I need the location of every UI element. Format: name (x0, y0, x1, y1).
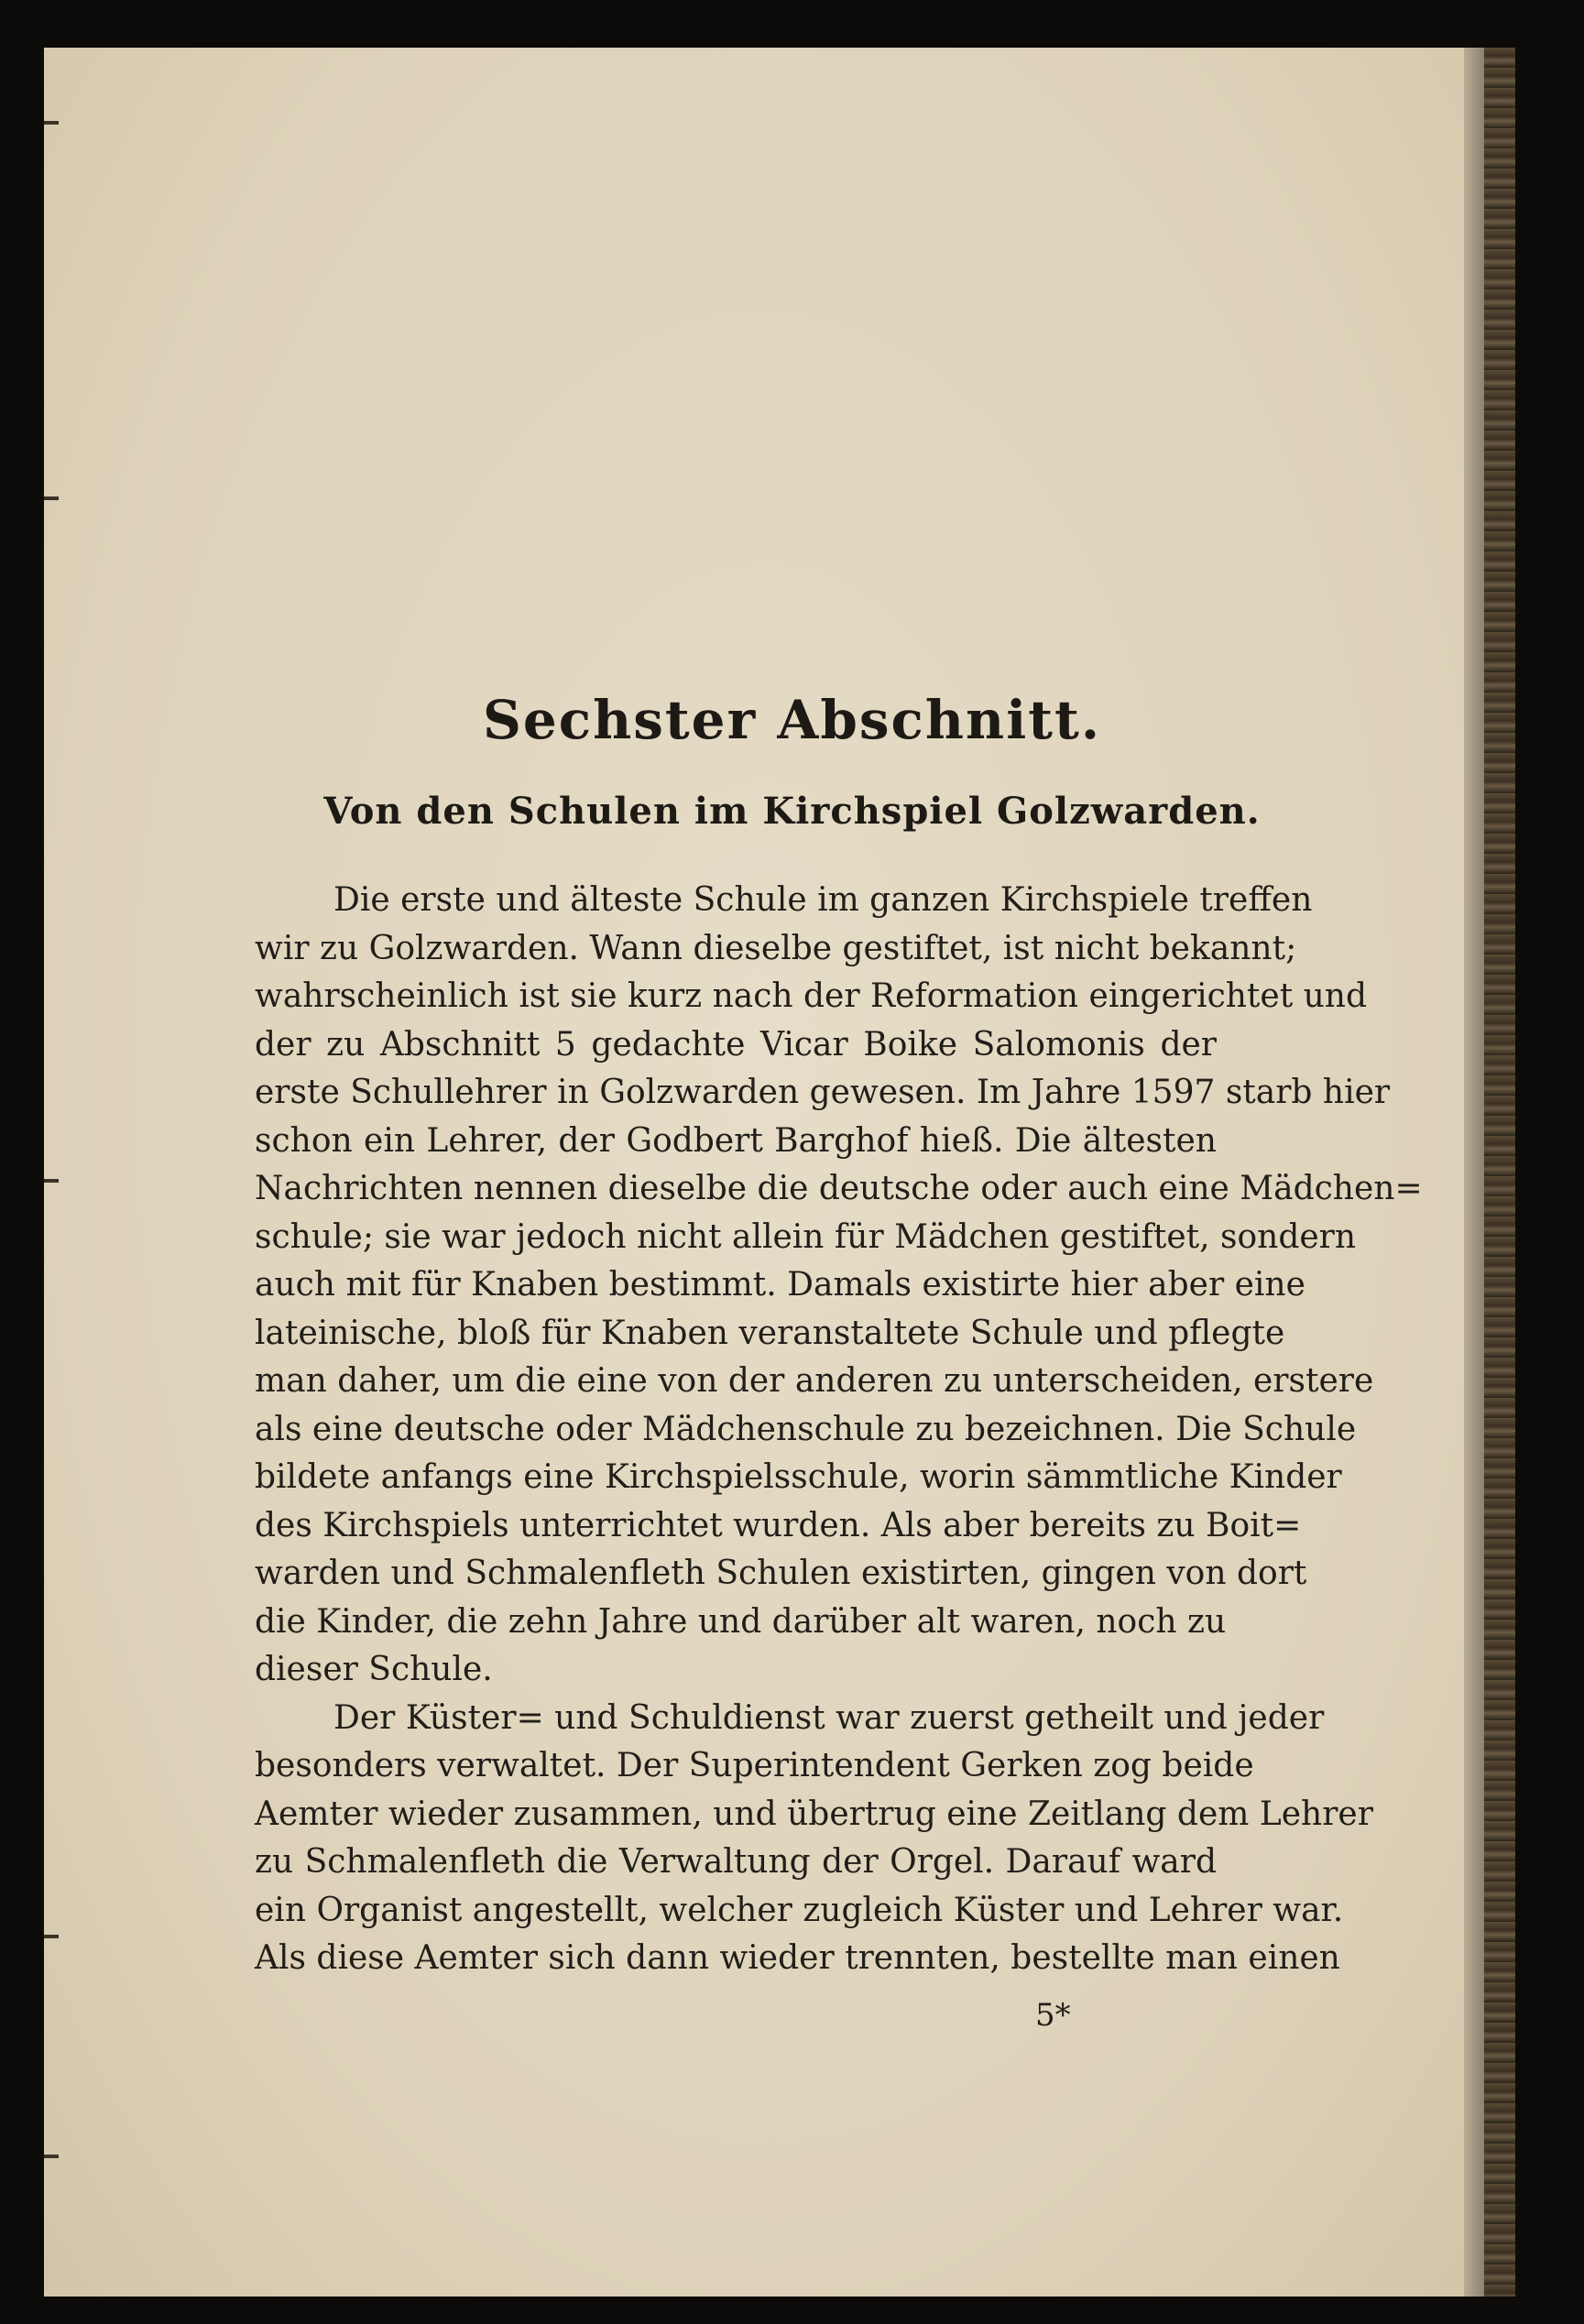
text-line: Nachrichten nennen dieselbe die deutsche oder auch eine Mädchen= (255, 1170, 1423, 1207)
text-line: besonders verwaltet. Der Superintendent Gerken zog beide (255, 1747, 1254, 1784)
book-cover-edge (1484, 48, 1515, 2297)
text-line: dieser Schule. (255, 1651, 493, 1688)
text-line: lateinische, bloß für Knaben veranstaltete Schule und pflegte (255, 1315, 1285, 1352)
text-line: ein Organist angestellt, welcher zugleich Küster und Lehrer war. (255, 1892, 1344, 1929)
text-line: Aemter wieder zusammen, und übertrug eine Zeitlang dem Lehrer (255, 1795, 1373, 1833)
text-line: Die erste und älteste Schule im ganzen Kirchspiele treffen (333, 881, 1313, 919)
text-line: warden und Schmalenfleth Schulen existirten, gingen von dort (255, 1555, 1307, 1592)
page-number: 5* (1035, 1997, 1071, 2034)
text-line: als eine deutsche oder Mädchenschule zu bezeichnen. Die Schule (255, 1411, 1357, 1448)
text-line: des Kirchspiels unterrichtet wurden. Als aber bereits zu Boit= (255, 1507, 1302, 1544)
text-line: schon ein Lehrer, der Godbert Barghof hieß. Die ältesten (255, 1122, 1217, 1160)
text-line: Als diese Aemter sich dann wieder trennten, bestellte man einen (255, 1939, 1340, 1977)
text-line: bildete anfangs eine Kirchspielsschule, worin sämmtliche Kinder (255, 1458, 1342, 1496)
text-line: erste Schullehrer in Golzwarden gewesen. Im Jahre 1597 starb hier (255, 1074, 1391, 1111)
text-line: Der Küster= und Schuldienst war zuerst getheilt und jeder (333, 1699, 1325, 1737)
text-line: die Kinder, die zehn Jahre und darüber alt waren, noch zu (255, 1603, 1227, 1641)
chapter-subtitle: Von den Schulen im Kirchspiel Golzwarden. (323, 790, 1261, 833)
page-edge (1464, 48, 1484, 2297)
text-line: der zu Abschnitt 5 gedachte Vicar Boike Salomonis der (255, 1026, 1217, 1064)
text-line: schule; sie war jedoch nicht allein für Mädchen gestiftet, sondern (255, 1218, 1357, 1256)
show-through-text (229, 220, 1313, 953)
text-line: wir zu Golzwarden. Wann dieselbe gestiftet, ist nicht bekannt; (255, 930, 1297, 967)
text-line: zu Schmalenfleth die Verwaltung der Orgel. Darauf ward (255, 1843, 1217, 1881)
text-line: auch mit für Knaben bestimmt. Damals existirte hier aber eine (255, 1266, 1305, 1304)
chapter-title: Sechster Abschnitt. (482, 689, 1102, 751)
gutter-stitch-marks (44, 48, 62, 2297)
text-line: man daher, um die eine von der anderen zu unterscheiden, erstere (255, 1362, 1374, 1400)
text-line: wahrscheinlich ist sie kurz nach der Reformation eingerichtet und (255, 977, 1368, 1015)
